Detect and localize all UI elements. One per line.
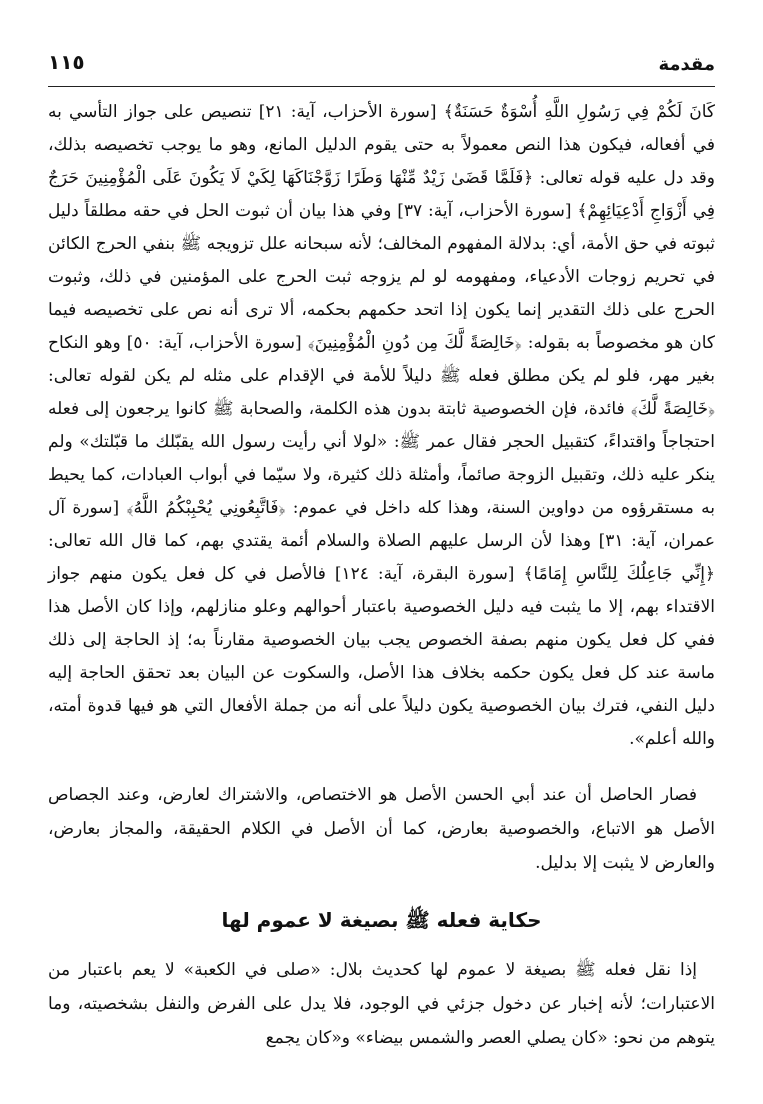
running-title: مقدمة [658, 54, 715, 75]
paragraph-conclusion: فصار الحاصل أن عند أبي الحسن الأصل هو الاختصاص، والاشتراك لعارض، وعند الجصاص الأصل هو الاتباع، والخصوصية بعارض، كما أن الأصل في الكلام الحقيقة، والمجاز بعارض، والعارض لا يثبت إلا بدليل. [48, 785, 715, 873]
quoted-passage: كَانَ لَكُمْ فِي رَسُولِ اللَّهِ أُسْوَةٌ حَسَنَةٌ﴾ [سورة الأحزاب، آية: ٢١] تنصيص على جواز التأسي به في أفعاله، فيكون هذا النص معمولاً به حتى يقوم الدليل المانع، وهو ما يوجب تخصيصه بذلك، وقد دل عليه قوله تعالى: ﴿فَلَمَّا قَضَىٰ زَيْدٌ مِّنْهَا وَطَرًا زَوَّجْنَاكَهَا لِكَيْ لَا يَكُونَ عَلَى الْمُؤْمِنِينَ حَرَجٌ فِي أَزْوَاجِ أَدْعِيَائِهِمْ﴾ [سورة الأحزاب، آية: ٣٧] وفي هذا بيان أن ثبوت الحل في حقه مطلقاً دليل ثبوته في حق الأمة، أي: بدلالة المفهوم المخالف؛ لأنه سبحانه علل تزويجه ﷺ بنفي الحرج الكائن في تحريم زوجات الأدعياء، ومفهومه لو لم يزوجه ثبت الحرج على المؤمنين في ذلك، وثبوت الحرج على ذلك التقدير إنما يكون إذا اتحد حكمهم بحكمه، ألا ترى أنه نص على تخصيصه فيما كان هو مخصوصاً به بقوله: ﴿خَالِصَةً لَّكَ مِن دُونِ الْمُؤْمِنِينَ﴾ [سورة الأحزاب، آية: ٥٠] وهو النكاح بغير مهر، فلو لم يكن مطلق فعله ﷺ دليلاً للأمة في الإقدام على مثله لم يكن لقوله تعالى: ﴿خَالِصَةً لَّكَ﴾ فائدة، فإن الخصوصية ثابتة بدون هذه الكلمة، والصحابة ﷺ كانوا يرجعون إلى فعله احتجاجاً واقتداءً، كتقبيل الحجر فقال عمر ﷺ: «لولا أني رأيت رسول الله يقبّلك ما قبّلتك» ولم ينكر عليه ذلك، وتقبيل الزوجة صائماً، وأمثلة ذلك كثيرة، ولا سيّما في أبواب العبادات، كما يحيط به مستقرؤوه من دواوين السنة، وهذا كله داخل في عموم: ﴿فَاتَّبِعُونِي يُحْبِبْكُمُ اللَّهُ﴾ [سورة آل عمران، آية: ٣١] وهذا لأن الرسل عليهم الصلاة والسلام أئمة يقتدي بهم، كما قال الله تعالى: ﴿إِنِّي جَاعِلُكَ لِلنَّاسِ إِمَامًا﴾ [سورة البقرة، آية: ١٢٤] فالأصل في كل فعل يكون منهم جواز الاقتداء بهم، إلا ما يثبت فيه دليل الخصوصية باعتبار أحوالهم وعلو منازلهم، وإذا كان الأصل هذا ففي كل فعل يكون منهم بصفة الخصوص يجب بيان الخصوصية مقارناً به؛ إذ الحاجة إلى ذلك ماسة عند كل فعل يكون حكمه بخلاف هذا الأصل، والسكوت عن البيان بعد تحقق الحاجة إليه دليل النفي، فترك بيان الخصوصية يكون دليلاً على أنه من جملة الأفعال التي هو فيها قدوة أمته، والله أعلم». [48, 102, 715, 749]
section-heading: حكاية فعله ﷺ بصيغة لا عموم لها [221, 908, 542, 932]
page-number: ١١٥ [48, 50, 85, 74]
paragraph-section-body: إذا نقل فعله ﷺ بصيغة لا عموم لها كحديث بلال: «صلى في الكعبة» لا يعم باعتبار من الاعتبارات؛ لأنه إخبار عن دخول جزئي في الوجود، فلا يدل على الفرض والنفل بشخصيته، وما يتوهم من نحو: «كان يصلي العصر والشمس بيضاء» و«كان يجمع [48, 960, 715, 1048]
page-body [48, 96, 715, 1055]
page-header [48, 40, 715, 87]
